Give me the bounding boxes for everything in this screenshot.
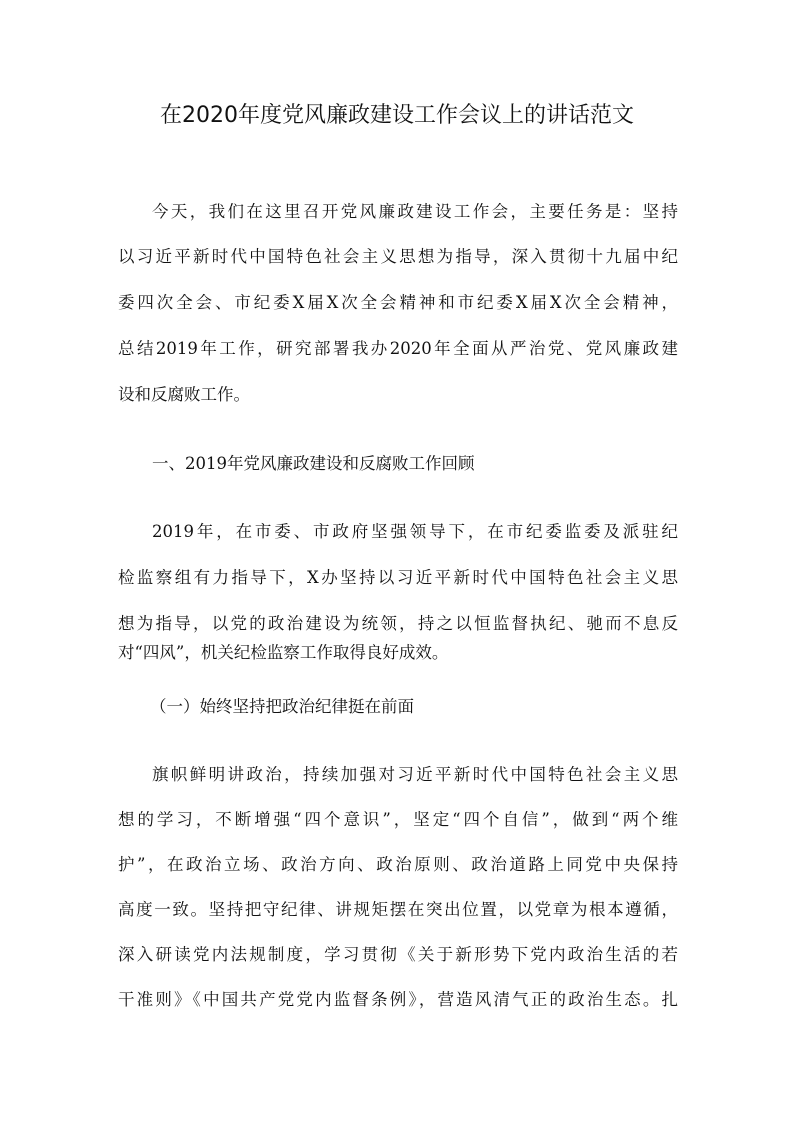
subsection-line-2: 想的学习，不断增强“四个意识”，坚定“四个自信”，做到“两个维 — [118, 810, 678, 829]
section1-line-4: 对“四风”，机关纪检监察工作取得良好成效。 — [118, 643, 449, 662]
intro-line-5: 设和反腐败工作。 — [118, 385, 250, 404]
intro-line-1: 今天，我们在这里召开党风廉政建设工作会，主要任务是：坚持 — [152, 202, 678, 221]
subsection-line-5: 深入研读党内法规制度，学习贯彻《关于新形势下党内政治生活的若 — [118, 945, 678, 964]
intro-line-2: 以习近平新时代中国特色社会主义思想为指导，深入贯彻十九届中纪 — [118, 247, 678, 266]
intro-line-4: 总结2019年工作，研究部署我办2020年全面从严治党、党风廉政建 — [118, 339, 678, 358]
section1-line-1: 2019年，在市委、市政府坚强领导下，在市纪委监委及派驻纪 — [152, 522, 678, 541]
section1-line-2: 检监察组有力指导下，X办坚持以习近平新时代中国特色社会主义思 — [118, 568, 678, 587]
intro-line-3: 委四次全会、市纪委X届X次全会精神和市纪委X届X次全会精神， — [118, 293, 678, 312]
section1-line-3: 想为指导，以党的政治建设为统领，持之以恒监督执纪、驰而不息反 — [118, 614, 678, 633]
page-title: 在2020年度党风廉政建设工作会议上的讲话范文 — [160, 103, 634, 128]
subsection-line-1: 旗帜鲜明讲政治，持续加强对习近平新时代中国特色社会主义思 — [152, 765, 678, 784]
section-heading: 一、2019年党风廉政建设和反腐败工作回顾 — [152, 454, 475, 473]
subsection-line-4: 高度一致。坚持把守纪律、讲规矩摆在突出位置，以党章为根本遵循， — [118, 900, 678, 919]
subsection-heading: （一）始终坚持把政治纪律挺在前面 — [150, 697, 414, 716]
subsection-line-6: 干准则》《中国共产党党内监督条例》，营造风清气正的政治生态。扎 — [118, 990, 678, 1009]
subsection-line-3: 护”，在政治立场、政治方向、政治原则、政治道路上同党中央保持 — [118, 855, 678, 874]
